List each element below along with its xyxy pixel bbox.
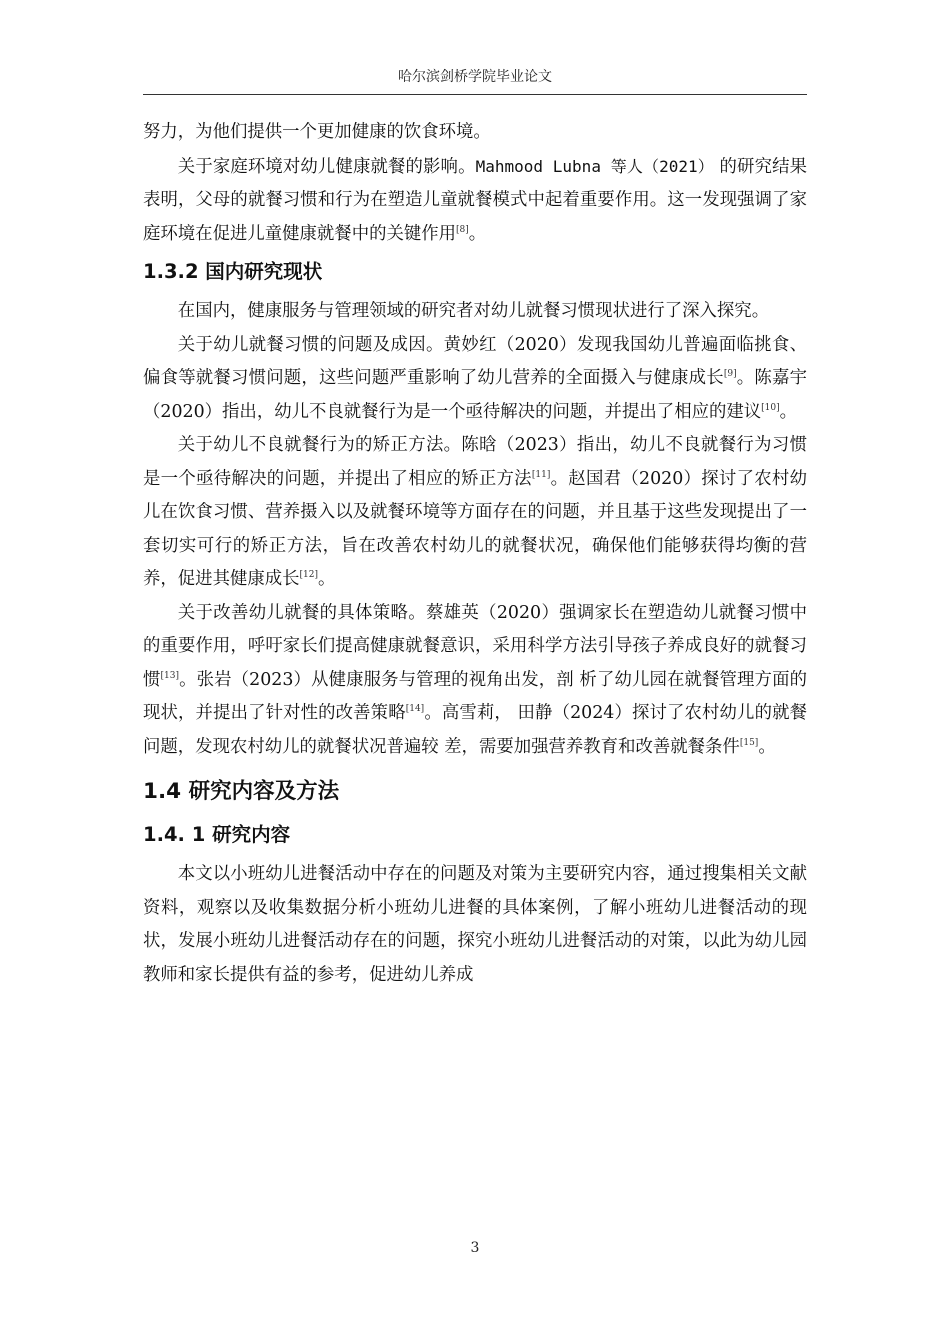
- page-number: 3: [470, 1240, 480, 1256]
- paragraph-text: 。: [779, 401, 798, 422]
- document-body: [143, 116, 807, 992]
- paragraph-text: 关于改善幼儿就餐的具体策略。蔡雄英（2020）强调家长在塑造幼儿就餐习惯中的重要作用，呼吁家长们提高健康就餐意识，采用科学方法引导孩子养成良好的就餐习惯: [143, 602, 807, 690]
- section-heading-1-3-2: 1.3.2 国内研究现状: [143, 260, 323, 283]
- paragraph-text: 。赵国君（2020）探讨了农村幼儿在饮食习惯、营养摄入以及就餐环境等方面存在的问题，并且基于这些发现提出了一套切实可行的矫正方法，旨在改善农村幼儿的就餐状况，确保他们能够获得均衡的营养，促进其健康成长: [143, 468, 807, 589]
- section-heading-1-4: 1.4 研究内容及方法: [143, 779, 340, 804]
- paragraph-text: 关于幼儿不良就餐行为的矫正方法。陈晗（2023）指出，幼儿不良就餐行为习惯是一个亟待解决的问题，并提出了相应的矫正方法: [143, 435, 807, 489]
- paragraph-family-environment: [143, 150, 807, 252]
- paragraph-correction-methods: [143, 429, 807, 597]
- reference-mark: [11]: [531, 469, 551, 480]
- citation-author: Mahmood Lubna 等人（2021）: [475, 156, 714, 176]
- reference-mark: [12]: [299, 570, 319, 581]
- reference-mark: [9]: [723, 369, 737, 380]
- paragraph-continuation: [143, 116, 807, 150]
- paragraph-domestic-intro: [143, 295, 807, 329]
- paragraph-research-content: [143, 858, 807, 992]
- header-title: 哈尔滨剑桥学院毕业论文: [398, 69, 552, 85]
- paragraph-text: 。: [758, 736, 776, 757]
- paragraph-text: 。: [468, 223, 487, 244]
- paragraph-text: 的研究结果表明，父母的就餐习惯和行为在塑造儿童就餐模式中起着重要作用。这一发现强调了家庭环境在促进儿童健康就餐中的关键作用: [143, 156, 807, 244]
- reference-mark: [8]: [456, 224, 469, 235]
- paragraph-text: 。陈嘉宇（2020）指出，幼儿不良就餐行为是一个亟待解决的问题，并提出了相应的建议: [143, 368, 807, 422]
- paragraph-text: 。张岩（2023）从健康服务与管理的视角出发，剖 析了幼儿园在就餐管理方面的现状，并提出了针对性的改善策略: [143, 669, 807, 723]
- reference-mark: [15]: [739, 737, 759, 748]
- page-header: [143, 66, 807, 95]
- paragraph-habit-causes: [143, 329, 807, 430]
- section-heading-1-4-1: 1.4. 1 研究内容: [143, 823, 291, 846]
- paragraph-text: 在国内，健康服务与管理领域的研究者对幼儿就餐习惯现状进行了深入探究。: [177, 301, 770, 321]
- paragraph-text: 关于家庭环境对幼儿健康就餐的影响。: [177, 156, 476, 177]
- paragraph-text: 。: [318, 569, 336, 589]
- reference-mark: [13]: [160, 670, 179, 681]
- reference-mark: [10]: [761, 402, 780, 413]
- paragraph-improvement-strategies: [143, 597, 807, 765]
- paragraph-text: 本文以小班幼儿进餐活动中存在的问题及对策为主要研究内容，通过搜集相关文献资料，观察以及收集数据分析小班幼儿进餐的具体案例，了解小班幼儿进餐活动的现状，发展小班幼儿进餐活动存在的问题，探究小班幼儿进餐活动的对策，以此为幼儿园教师和家长提供有益的参考，促进幼儿养成: [143, 864, 807, 985]
- paragraph-text: 关于幼儿就餐习惯的问题及成因。黄妙红（2020）发现我国幼儿普遍面临挑食、偏食等就餐习惯问题，这些问题严重影响了幼儿营养的全面摄入与健康成长: [143, 334, 807, 388]
- paragraph-text: 。高雪莉， 田静（2024）探讨了农村幼儿的就餐问题，发现农村幼儿的就餐状况普遍较 差，需要加强营养教育和改善就餐条件: [143, 703, 807, 757]
- reference-mark: [14]: [405, 704, 425, 715]
- paragraph-text: 努力，为他们提供一个更加健康的饮食环境。: [143, 122, 491, 142]
